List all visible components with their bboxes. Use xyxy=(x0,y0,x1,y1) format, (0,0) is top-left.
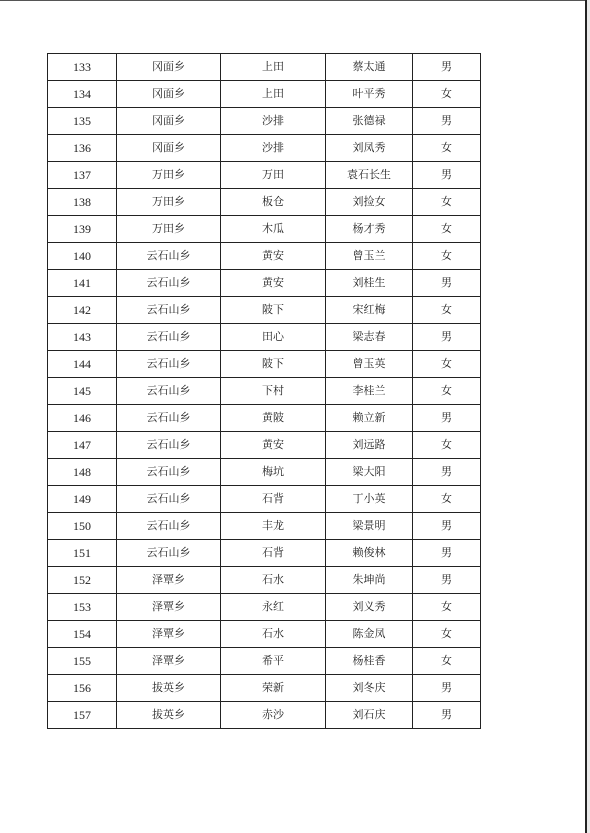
cell-village: 荣新 xyxy=(221,675,326,702)
cell-name: 梁景明 xyxy=(326,513,413,540)
table-row xyxy=(48,54,481,81)
cell-township: 云石山乡 xyxy=(117,270,221,297)
cell-gender: 女 xyxy=(413,432,481,459)
cell-township: 泽覃乡 xyxy=(117,594,221,621)
cell-gender: 男 xyxy=(413,459,481,486)
table-row xyxy=(48,297,481,324)
cell-number: 133 xyxy=(48,54,117,81)
cell-name: 刘捡女 xyxy=(326,189,413,216)
cell-township: 冈面乡 xyxy=(117,108,221,135)
cell-name: 朱坤尚 xyxy=(326,567,413,594)
cell-village: 梅坑 xyxy=(221,459,326,486)
cell-village: 沙排 xyxy=(221,135,326,162)
cell-number: 137 xyxy=(48,162,117,189)
cell-name: 张德禄 xyxy=(326,108,413,135)
cell-gender: 男 xyxy=(413,108,481,135)
table-row xyxy=(48,162,481,189)
cell-township: 冈面乡 xyxy=(117,54,221,81)
cell-village: 田心 xyxy=(221,324,326,351)
table-row xyxy=(48,675,481,702)
table-row xyxy=(48,702,481,729)
cell-township: 云石山乡 xyxy=(117,405,221,432)
cell-village: 永红 xyxy=(221,594,326,621)
cell-township: 拔英乡 xyxy=(117,702,221,729)
cell-village: 木瓜 xyxy=(221,216,326,243)
cell-township: 云石山乡 xyxy=(117,243,221,270)
cell-township: 万田乡 xyxy=(117,162,221,189)
table-row xyxy=(48,243,481,270)
cell-village: 石水 xyxy=(221,567,326,594)
cell-township: 云石山乡 xyxy=(117,513,221,540)
cell-village: 石水 xyxy=(221,621,326,648)
cell-township: 云石山乡 xyxy=(117,540,221,567)
cell-gender: 男 xyxy=(413,54,481,81)
table-row xyxy=(48,405,481,432)
cell-gender: 女 xyxy=(413,351,481,378)
cell-township: 云石山乡 xyxy=(117,486,221,513)
cell-name: 刘义秀 xyxy=(326,594,413,621)
cell-gender: 男 xyxy=(413,540,481,567)
cell-gender: 女 xyxy=(413,594,481,621)
records-table-body xyxy=(48,54,481,729)
cell-village: 上田 xyxy=(221,54,326,81)
cell-gender: 女 xyxy=(413,621,481,648)
cell-gender: 女 xyxy=(413,486,481,513)
cell-number: 139 xyxy=(48,216,117,243)
page-top-edge xyxy=(0,0,586,1)
cell-name: 宋红梅 xyxy=(326,297,413,324)
cell-village: 黄安 xyxy=(221,432,326,459)
table-row xyxy=(48,513,481,540)
cell-village: 希平 xyxy=(221,648,326,675)
cell-name: 杨桂香 xyxy=(326,648,413,675)
cell-township: 云石山乡 xyxy=(117,324,221,351)
cell-gender: 男 xyxy=(413,567,481,594)
cell-number: 155 xyxy=(48,648,117,675)
cell-gender: 男 xyxy=(413,405,481,432)
cell-gender: 女 xyxy=(413,81,481,108)
cell-township: 云石山乡 xyxy=(117,297,221,324)
cell-township: 云石山乡 xyxy=(117,432,221,459)
cell-village: 石背 xyxy=(221,540,326,567)
cell-number: 138 xyxy=(48,189,117,216)
cell-township: 冈面乡 xyxy=(117,81,221,108)
cell-township: 泽覃乡 xyxy=(117,648,221,675)
cell-township: 云石山乡 xyxy=(117,351,221,378)
table-row xyxy=(48,351,481,378)
cell-number: 156 xyxy=(48,675,117,702)
cell-village: 下村 xyxy=(221,378,326,405)
cell-number: 146 xyxy=(48,405,117,432)
cell-number: 145 xyxy=(48,378,117,405)
cell-name: 丁小英 xyxy=(326,486,413,513)
cell-name: 刘石庆 xyxy=(326,702,413,729)
cell-name: 叶平秀 xyxy=(326,81,413,108)
cell-township: 泽覃乡 xyxy=(117,567,221,594)
cell-name: 蔡太通 xyxy=(326,54,413,81)
cell-name: 梁志春 xyxy=(326,324,413,351)
cell-village: 陂下 xyxy=(221,297,326,324)
cell-gender: 男 xyxy=(413,513,481,540)
table-row xyxy=(48,621,481,648)
table-row xyxy=(48,459,481,486)
cell-township: 冈面乡 xyxy=(117,135,221,162)
cell-village: 万田 xyxy=(221,162,326,189)
cell-name: 刘凤秀 xyxy=(326,135,413,162)
cell-name: 刘冬庆 xyxy=(326,675,413,702)
cell-number: 148 xyxy=(48,459,117,486)
table-row xyxy=(48,567,481,594)
cell-gender: 女 xyxy=(413,135,481,162)
cell-gender: 男 xyxy=(413,702,481,729)
cell-name: 陈金凤 xyxy=(326,621,413,648)
cell-name: 袁石长生 xyxy=(326,162,413,189)
cell-gender: 女 xyxy=(413,243,481,270)
cell-number: 140 xyxy=(48,243,117,270)
cell-village: 板仓 xyxy=(221,189,326,216)
table-row xyxy=(48,81,481,108)
cell-gender: 男 xyxy=(413,162,481,189)
cell-township: 云石山乡 xyxy=(117,459,221,486)
cell-village: 赤沙 xyxy=(221,702,326,729)
table-row xyxy=(48,216,481,243)
cell-number: 143 xyxy=(48,324,117,351)
cell-number: 136 xyxy=(48,135,117,162)
cell-number: 147 xyxy=(48,432,117,459)
cell-gender: 女 xyxy=(413,189,481,216)
cell-gender: 男 xyxy=(413,675,481,702)
cell-gender: 男 xyxy=(413,270,481,297)
table-row xyxy=(48,540,481,567)
table-row xyxy=(48,486,481,513)
cell-village: 石背 xyxy=(221,486,326,513)
cell-village: 陂下 xyxy=(221,351,326,378)
cell-number: 149 xyxy=(48,486,117,513)
table-row xyxy=(48,189,481,216)
table-row xyxy=(48,648,481,675)
cell-number: 157 xyxy=(48,702,117,729)
table-row xyxy=(48,324,481,351)
table-row xyxy=(48,594,481,621)
cell-number: 144 xyxy=(48,351,117,378)
cell-number: 154 xyxy=(48,621,117,648)
cell-township: 万田乡 xyxy=(117,189,221,216)
cell-name: 刘桂生 xyxy=(326,270,413,297)
cell-name: 曾玉兰 xyxy=(326,243,413,270)
table-row xyxy=(48,378,481,405)
cell-number: 135 xyxy=(48,108,117,135)
cell-name: 赖立新 xyxy=(326,405,413,432)
cell-township: 拔英乡 xyxy=(117,675,221,702)
cell-township: 万田乡 xyxy=(117,216,221,243)
cell-name: 梁大阳 xyxy=(326,459,413,486)
cell-village: 黄安 xyxy=(221,270,326,297)
cell-number: 134 xyxy=(48,81,117,108)
records-table xyxy=(47,53,481,729)
cell-number: 151 xyxy=(48,540,117,567)
cell-name: 刘远路 xyxy=(326,432,413,459)
cell-gender: 女 xyxy=(413,648,481,675)
cell-number: 153 xyxy=(48,594,117,621)
cell-name: 李桂兰 xyxy=(326,378,413,405)
cell-number: 152 xyxy=(48,567,117,594)
cell-village: 上田 xyxy=(221,81,326,108)
cell-village: 黄安 xyxy=(221,243,326,270)
table-row xyxy=(48,108,481,135)
table-row xyxy=(48,432,481,459)
cell-gender: 女 xyxy=(413,297,481,324)
cell-name: 赖俊林 xyxy=(326,540,413,567)
cell-number: 150 xyxy=(48,513,117,540)
cell-gender: 女 xyxy=(413,378,481,405)
cell-name: 杨才秀 xyxy=(326,216,413,243)
cell-name: 曾玉英 xyxy=(326,351,413,378)
cell-number: 142 xyxy=(48,297,117,324)
cell-number: 141 xyxy=(48,270,117,297)
cell-gender: 女 xyxy=(413,216,481,243)
table-row xyxy=(48,270,481,297)
cell-township: 云石山乡 xyxy=(117,378,221,405)
cell-village: 沙排 xyxy=(221,108,326,135)
cell-village: 黄陂 xyxy=(221,405,326,432)
table-row xyxy=(48,135,481,162)
cell-township: 泽覃乡 xyxy=(117,621,221,648)
cell-gender: 男 xyxy=(413,324,481,351)
cell-village: 丰龙 xyxy=(221,513,326,540)
